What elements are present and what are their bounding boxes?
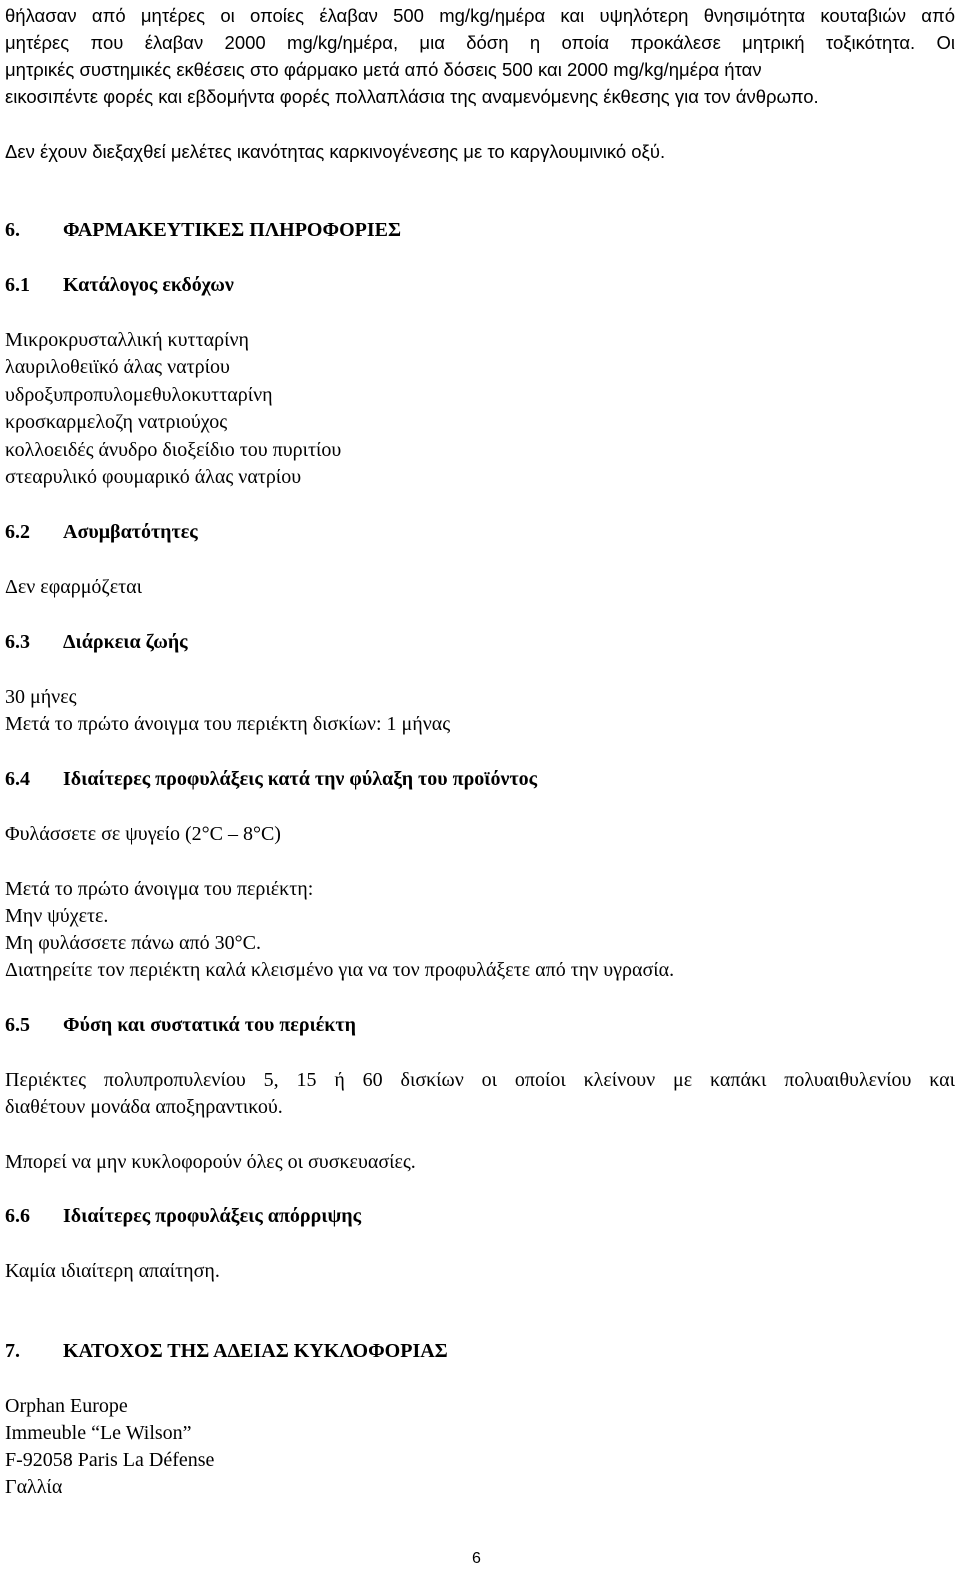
section-6-2-heading bbox=[5, 520, 198, 544]
excipient-item: Μικροκρυσταλλική κυτταρίνη bbox=[5, 329, 249, 351]
section-number: 6.1 bbox=[5, 274, 30, 296]
holder-address-line: Immeuble “Le Wilson” bbox=[5, 1422, 192, 1444]
section-number: 6.2 bbox=[5, 521, 30, 543]
section-title: ΦΑΡΜΑΚΕΥΤΙΚΕΣ ΠΛΗΡΟΦΟΡΙΕΣ bbox=[63, 219, 402, 241]
carcinogenicity-note: Δεν έχουν διεξαχθεί μελέτες ικανότητας καρκινογένεσης με το καργλουμινικό οξύ. bbox=[5, 141, 666, 162]
section-7-heading bbox=[5, 1339, 448, 1363]
intro-line: θήλασαν από μητέρες οι οποίες έλαβαν 500 mg/kg/ημέρα και υψηλότερη θνησιμότητα κουταβιών από bbox=[5, 5, 955, 26]
section-number: 6.5 bbox=[5, 1014, 30, 1036]
disposal-text: Καμία ιδιαίτερη απαίτηση. bbox=[5, 1260, 220, 1282]
holder-name: Orphan Europe bbox=[5, 1395, 128, 1417]
section-title: Ασυμβατότητες bbox=[63, 521, 198, 543]
section-number: 6.4 bbox=[5, 768, 30, 790]
shelf-life-text: 30 μήνες bbox=[5, 686, 77, 708]
shelf-life-after-opening: Μετά το πρώτο άνοιγμα του περιέκτη δισκίων: 1 μήνας bbox=[5, 713, 451, 735]
excipient-item: στεαρυλικό φουμαρικό άλας νατρίου bbox=[5, 466, 302, 488]
intro-line: εικοσιπέντε φορές και εβδομήντα φορές πολλαπλάσια της αναμενόμενης έκθεσης για τον άνθρωπο. bbox=[5, 86, 819, 107]
page-number: 6 bbox=[472, 1550, 481, 1567]
intro-line: μητέρες που έλαβαν 2000 mg/kg/ημέρα, μια δόση η οποία προκάλεσε μητρική τοξικότητα. Οι bbox=[5, 32, 955, 53]
excipient-item: κολλοειδές άνυδρο διοξείδιο του πυριτίου bbox=[5, 439, 342, 461]
excipient-item: κροσκαρμελοζη νατριούχος bbox=[5, 411, 228, 433]
pack-availability-text: Μπορεί να μην κυκλοφορούν όλες οι συσκευασίες. bbox=[5, 1151, 416, 1173]
holder-address-line: F-92058 Paris La Défense bbox=[5, 1449, 215, 1471]
section-6-5-heading bbox=[5, 1013, 356, 1037]
section-title: Κατάλογος εκδόχων bbox=[63, 274, 234, 296]
no-freeze-text: Μην ψύχετε. bbox=[5, 905, 109, 927]
after-opening-text: Μετά το πρώτο άνοιγμα του περιέκτη: bbox=[5, 878, 314, 900]
section-number: 6. bbox=[5, 219, 20, 241]
section-6-3-heading bbox=[5, 630, 188, 654]
max-temperature-text: Μη φυλάσσετε πάνω από 30°C. bbox=[5, 932, 261, 954]
storage-text: Φυλάσσετε σε ψυγείο (2°C – 8°C) bbox=[5, 823, 281, 845]
section-6-4-heading bbox=[5, 767, 537, 791]
section-title: Ιδιαίτερες προφυλάξεις απόρριψης bbox=[63, 1205, 362, 1227]
section-6-heading bbox=[5, 218, 401, 242]
section-number: 7. bbox=[5, 1340, 20, 1362]
section-number: 6.6 bbox=[5, 1205, 30, 1227]
excipient-item: λαυριλοθειϊκό άλας νατρίου bbox=[5, 356, 230, 378]
section-number: 6.3 bbox=[5, 631, 30, 653]
incompatibilities-text: Δεν εφαρμόζεται bbox=[5, 576, 143, 598]
container-text: Περιέκτες πολυπροπυλενίου 5, 15 ή 60 δισκίων οι οποίοι κλείνουν με καπάκι πολυαιθυλενίου και bbox=[5, 1069, 955, 1091]
section-title: ΚΑΤΟΧΟΣ ΤΗΣ ΑΔΕΙΑΣ ΚΥΚΛΟΦΟΡΙΑΣ bbox=[63, 1340, 448, 1362]
section-6-1-heading bbox=[5, 273, 234, 297]
container-text: διαθέτουν μονάδα αποξηραντικού. bbox=[5, 1096, 283, 1118]
section-title: Φύση και συστατικά του περιέκτη bbox=[63, 1014, 356, 1036]
section-6-6-heading bbox=[5, 1204, 361, 1228]
section-title: Ιδιαίτερες προφυλάξεις κατά την φύλαξη του προϊόντος bbox=[63, 768, 538, 790]
intro-line: μητρικές συστημικές εκθέσεις στο φάρμακο μετά από δόσεις 500 και 2000 mg/kg/ημέρα ήταν bbox=[5, 59, 762, 80]
holder-country: Γαλλία bbox=[5, 1476, 63, 1498]
keep-closed-text: Διατηρείτε τον περιέκτη καλά κλεισμένο για να τον προφυλάξετε από την υγρασία. bbox=[5, 959, 675, 981]
excipient-item: υδροξυπροπυλομεθυλοκυτταρίνη bbox=[5, 384, 273, 406]
section-title: Διάρκεια ζωής bbox=[63, 631, 188, 653]
